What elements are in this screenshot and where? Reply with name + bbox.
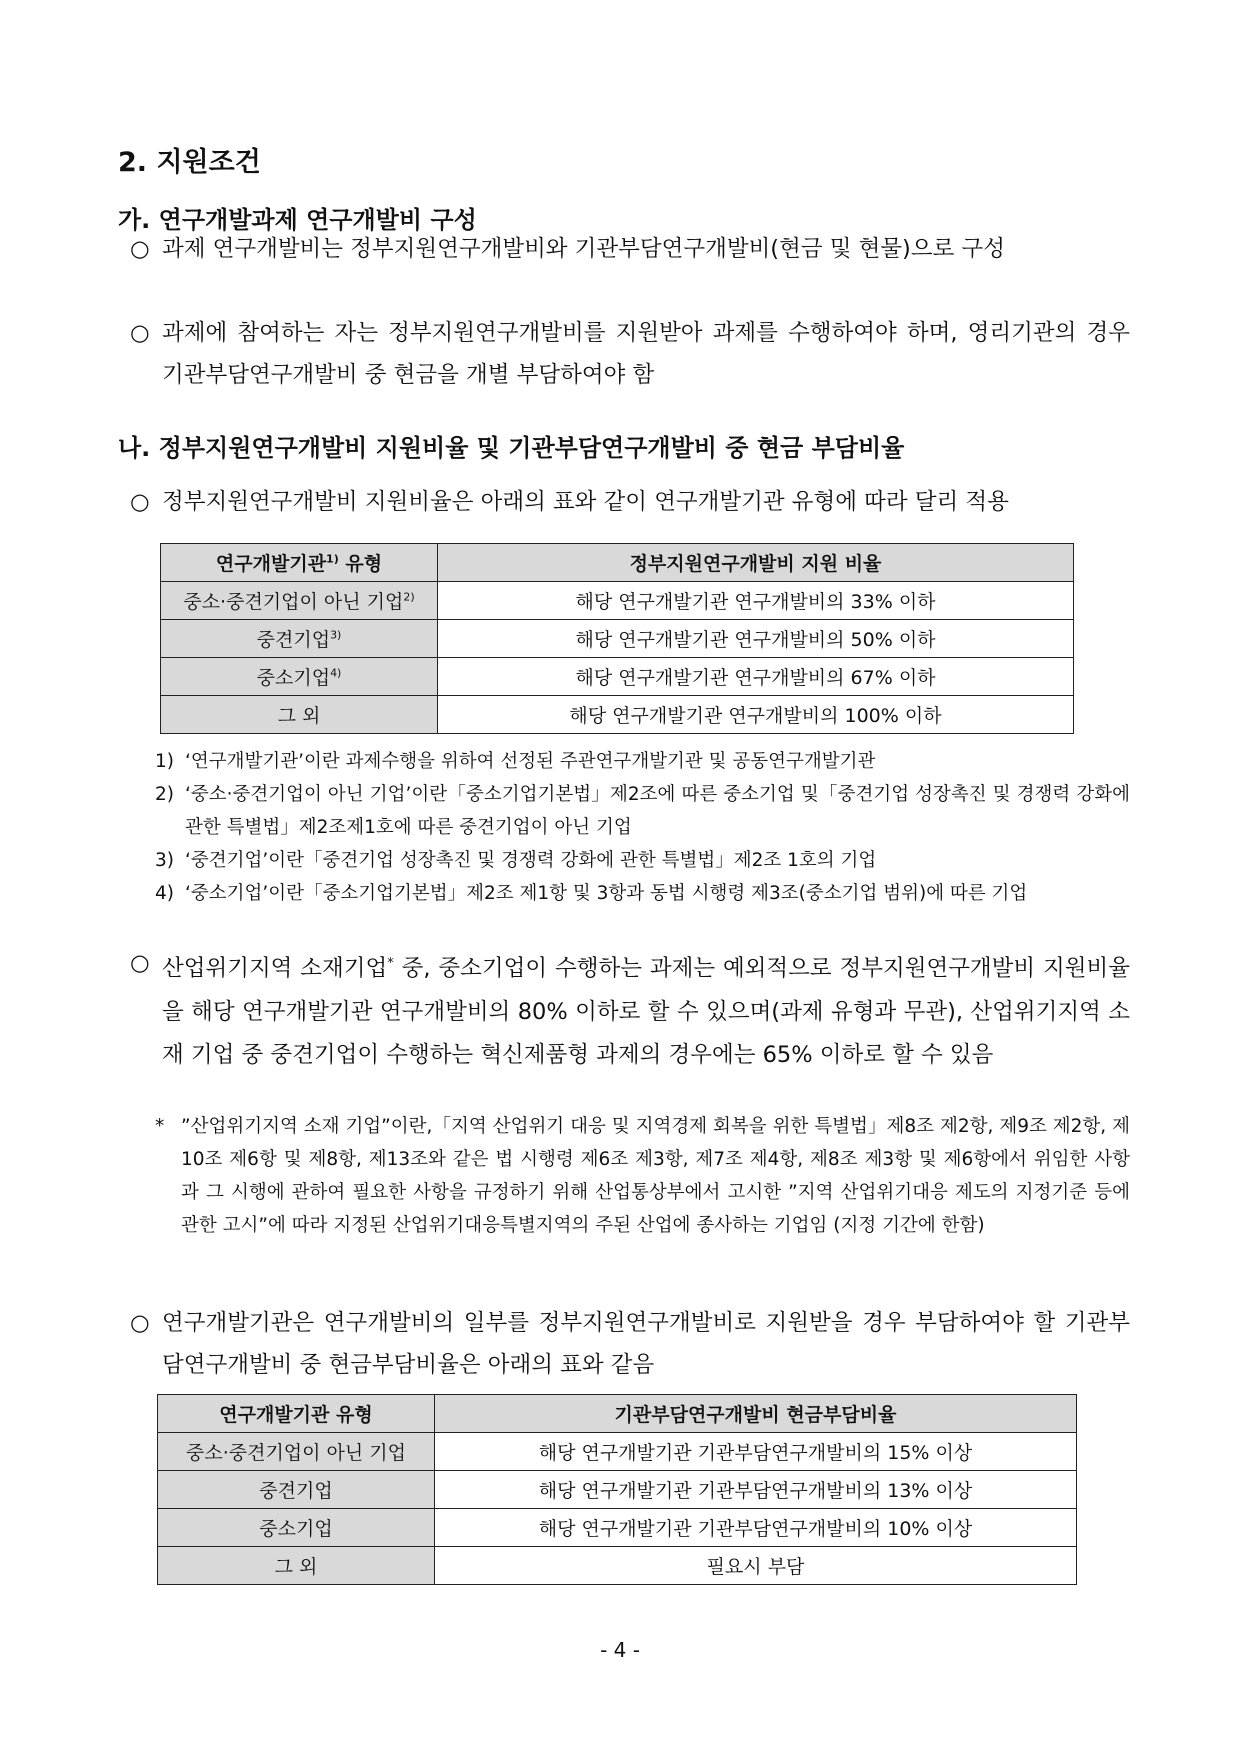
ratio-cell: 해당 연구개발기관 연구개발비의 50% 이하 [438,620,1074,658]
ratio-cell: 해당 연구개발기관 연구개발비의 67% 이하 [438,658,1074,696]
table-row [158,1547,1077,1585]
institution-type-cell: 그 외 [161,696,438,734]
institution-type-cell: 중견기업 [158,1471,435,1509]
cash-ratio-table [157,1394,1077,1585]
institution-type-cell: 중소기업$^{4)}$ [161,658,438,696]
bullet-text: 산업위기지역 소재기업* 중, 중소기업이 수행하는 과제는 예외적으로 정부지원연구개발비 지원비율을 해당 연구개발기관 연구개발비의 80% 이하로 할 수 있으며(과제 유형과 무관), 산업위기지역 소재 기업 중 중견기업이 수행하는 혁신제품형 과제의 경우에는 65% 이하로 할 수 있음 [162,955,1130,1068]
bullet-text: 과제에 참여하는 자는 정부지원연구개발비를 지원받아 과제를 수행하여야 하며, 영리기관의 경우 기관부담연구개발비 중 현금을 개별 부담하여야 함 [162,320,1130,388]
subsection-a-title: 가. 연구개발과제 연구개발비 구성 [118,206,477,234]
page-number: - 4 - [600,1638,640,1662]
footnotes [155,745,1130,910]
bullet-b2 [130,942,1130,1077]
table-row [161,582,1074,620]
ratio-cell: 해당 연구개발기관 연구개발비의 100% 이하 [438,696,1074,734]
bullet-b3 [130,1302,1130,1386]
ratio-cell: 해당 연구개발기관 연구개발비의 33% 이하 [438,582,1074,620]
header-institution-type: 연구개발기관$^{1)}$ 유형 [161,544,438,582]
ratio-cell: 필요시 부담 [435,1547,1077,1585]
table-row [161,658,1074,696]
ratio-cell: 해당 연구개발기관 기관부담연구개발비의 15% 이상 [435,1433,1077,1471]
table-row [158,1471,1077,1509]
institution-type-cell: 중견기업$^{3)}$ [161,620,438,658]
bullet-circle-icon: ○ [130,950,150,976]
asterisk-note: * ”산업위기지역 소재 기업”이란,「지역 산업위기 대응 및 지역경제 회복을 위한 특별법」제8조 제2항, 제9조 제2항, 제10조 제6항 및 제8항, 제13조와 같은 법 시행령 제6조 제3항, 제7조 제4항, 제8조 제3항 및 제6항에서 위임한 사항과 그 시행에 관하여 필요한 사항을 규정하기 위해 산업통상부에서 고시한 ”지역 산업위기대응 제도의 지정기준 등에 관한 고시”에 따라 지정된 산업위기대응특별지역의 주된 산업에 종사하는 기업임 (지정 기간에 한함) [155,1116,1130,1236]
bullet-circle-icon: ○ [130,1310,150,1336]
header-institution-type: 연구개발기관 유형 [158,1395,435,1433]
footnote-4: 4) ‘중소기업’이란「중소기업기본법」제2조 제1항 및 3항과 동법 시행령 제3조(중소기업 범위)에 따른 기업 [155,883,1028,904]
bullet-circle-icon: ○ [130,236,150,262]
footnote-1: 1) ‘연구개발기관’이란 과제수행을 위하여 선정된 주관연구개발기관 및 공동연구개발기관 [155,751,876,772]
subsection-b-title: 나. 정부지원연구개발비 지원비율 및 기관부담연구개발비 중 현금 부담비율 [118,434,905,462]
table-row [161,620,1074,658]
bullet-a1 [130,228,1130,270]
header-support-ratio: 정부지원연구개발비 지원 비율 [438,544,1074,582]
ratio-cell: 해당 연구개발기관 기관부담연구개발비의 13% 이상 [435,1471,1077,1509]
footnote-2: 2) ‘중소·중견기업이 아닌 기업’이란「중소기업기본법」제2조에 따른 중소기업 및「중견기업 성장촉진 및 경쟁력 강화에 관한 특별법」제2조제1호에 따른 중견기업이 아닌 기업 [155,784,1130,838]
footnote-3: 3) ‘중견기업’이란「중견기업 성장촉진 및 경쟁력 강화에 관한 특별법」제2조 1호의 기업 [155,850,877,871]
section-title: 2. 지원조건 [118,147,261,178]
institution-type-cell: 중소·중견기업이 아닌 기업 [158,1433,435,1471]
bullet-text: 과제 연구개발비는 정부지원연구개발비와 기관부담연구개발비(현금 및 현물)으로 구성 [162,236,1005,262]
table-header-row [161,544,1074,582]
table-row [161,696,1074,734]
institution-type-cell: 중소·중견기업이 아닌 기업$^{2)}$ [161,582,438,620]
institution-type-cell: 그 외 [158,1547,435,1585]
support-ratio-table [160,543,1074,734]
bullet-a2 [130,312,1130,396]
institution-type-cell: 중소기업 [158,1509,435,1547]
bullet-text: 연구개발기관은 연구개발비의 일부를 정부지원연구개발비로 지원받을 경우 부담하여야 할 기관부담연구개발비 중 현금부담비율은 아래의 표와 같음 [162,1310,1130,1378]
header-cash-ratio: 기관부담연구개발비 현금부담비율 [435,1395,1077,1433]
ratio-cell: 해당 연구개발기관 기관부담연구개발비의 10% 이상 [435,1509,1077,1547]
bullet-circle-icon: ○ [130,489,150,515]
table-row [158,1509,1077,1547]
bullet-text: 정부지원연구개발비 지원비율은 아래의 표와 같이 연구개발기관 유형에 따라 달리 적용 [162,489,1009,515]
table-row [158,1433,1077,1471]
bullet-circle-icon: ○ [130,320,150,346]
table-header-row [158,1395,1077,1433]
bullet-b1 [130,481,1130,523]
